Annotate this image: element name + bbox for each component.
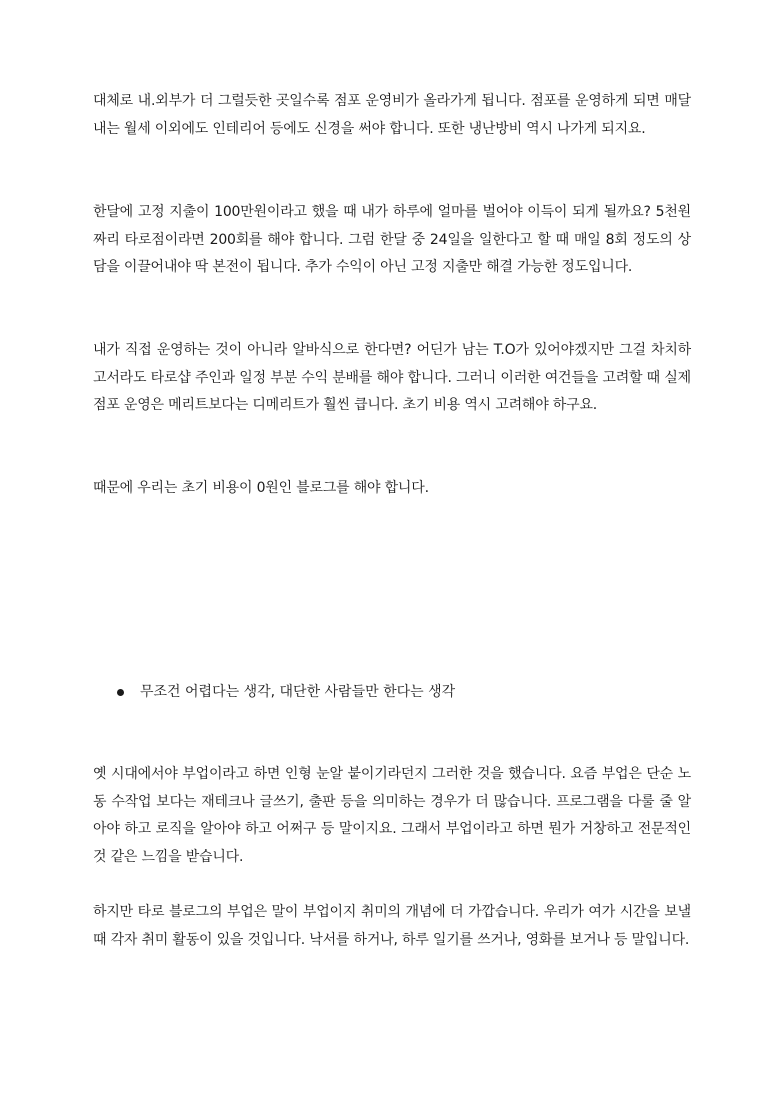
bullet-heading-text: 무조건 어렵다는 생각, 대단한 사람들만 한다는 생각 [140, 684, 456, 700]
bullet-dot-icon [117, 689, 124, 696]
bullet-heading [117, 678, 455, 706]
paragraph-side-job: 옛 시대에서야 부업이라고 하면 인형 눈알 붙이기라던지 그러한 것을 했습니다. 요즘 부업은 단순 노동 수작업 보다는 재테크나 글쓰기, 출판 등을 의미하는 경우가 더 많습니다. 프로그램을 다룰 줄 알아야 하고 로직을 알아야 하고 어쩌구 등 말이지요. 그래서 부업이라고 하면 뭔가 거창하고 전문적인 것 같은 느낌을 받습니다. [93, 766, 691, 865]
paragraph-fixed-expense: 한달에 고정 지출이 100만원이라고 했을 때 내가 하루에 얼마를 벌어야 이득이 되게 될까요? 5천원짜리 타로점이라면 200회를 해야 합니다. 그럼 한달 중 24일을 일한다고 할 때 매일 8회 정도의 상담을 이끌어내야 딱 본전이 됩니다. 추가 수익이 아닌 고정 지출만 해결 가능한 정도입니다. [93, 204, 691, 275]
paragraph-part-time: 내가 직접 운영하는 것이 아니라 알바식으로 한다면? 어딘가 남는 T.O가 있어야겠지만 그걸 차치하고서라도 타로샵 주인과 일정 부분 수익 분배를 해야 합니다. 그러니 이러한 여건들을 고려할 때 실제 점포 운영은 메리트보다는 디메리트가 훨씬 큽니다. 초기 비용 역시 고려해야 하구요. [93, 342, 691, 413]
paragraph-blog-conclusion: 때문에 우리는 초기 비용이 0원인 블로그를 해야 합니다. [93, 480, 429, 496]
paragraph-store-costs: 대체로 내.외부가 더 그럴듯한 곳일수록 점포 운영비가 올라가게 됩니다. 점포를 운영하게 되면 매달 내는 월세 이외에도 인테리어 등에도 신경을 써야 합니다. 또한 냉난방비 역시 나가게 되지요. [93, 93, 691, 137]
paragraph-hobby: 하지만 타로 블로그의 부업은 말이 부업이지 취미의 개념에 더 가깝습니다. 우리가 여가 시간을 보낼 때 각자 취미 활동이 있을 것입니다. 낙서를 하거나, 하루 일기를 쓰거나, 영화를 보거나 등 말입니다. [93, 904, 691, 948]
